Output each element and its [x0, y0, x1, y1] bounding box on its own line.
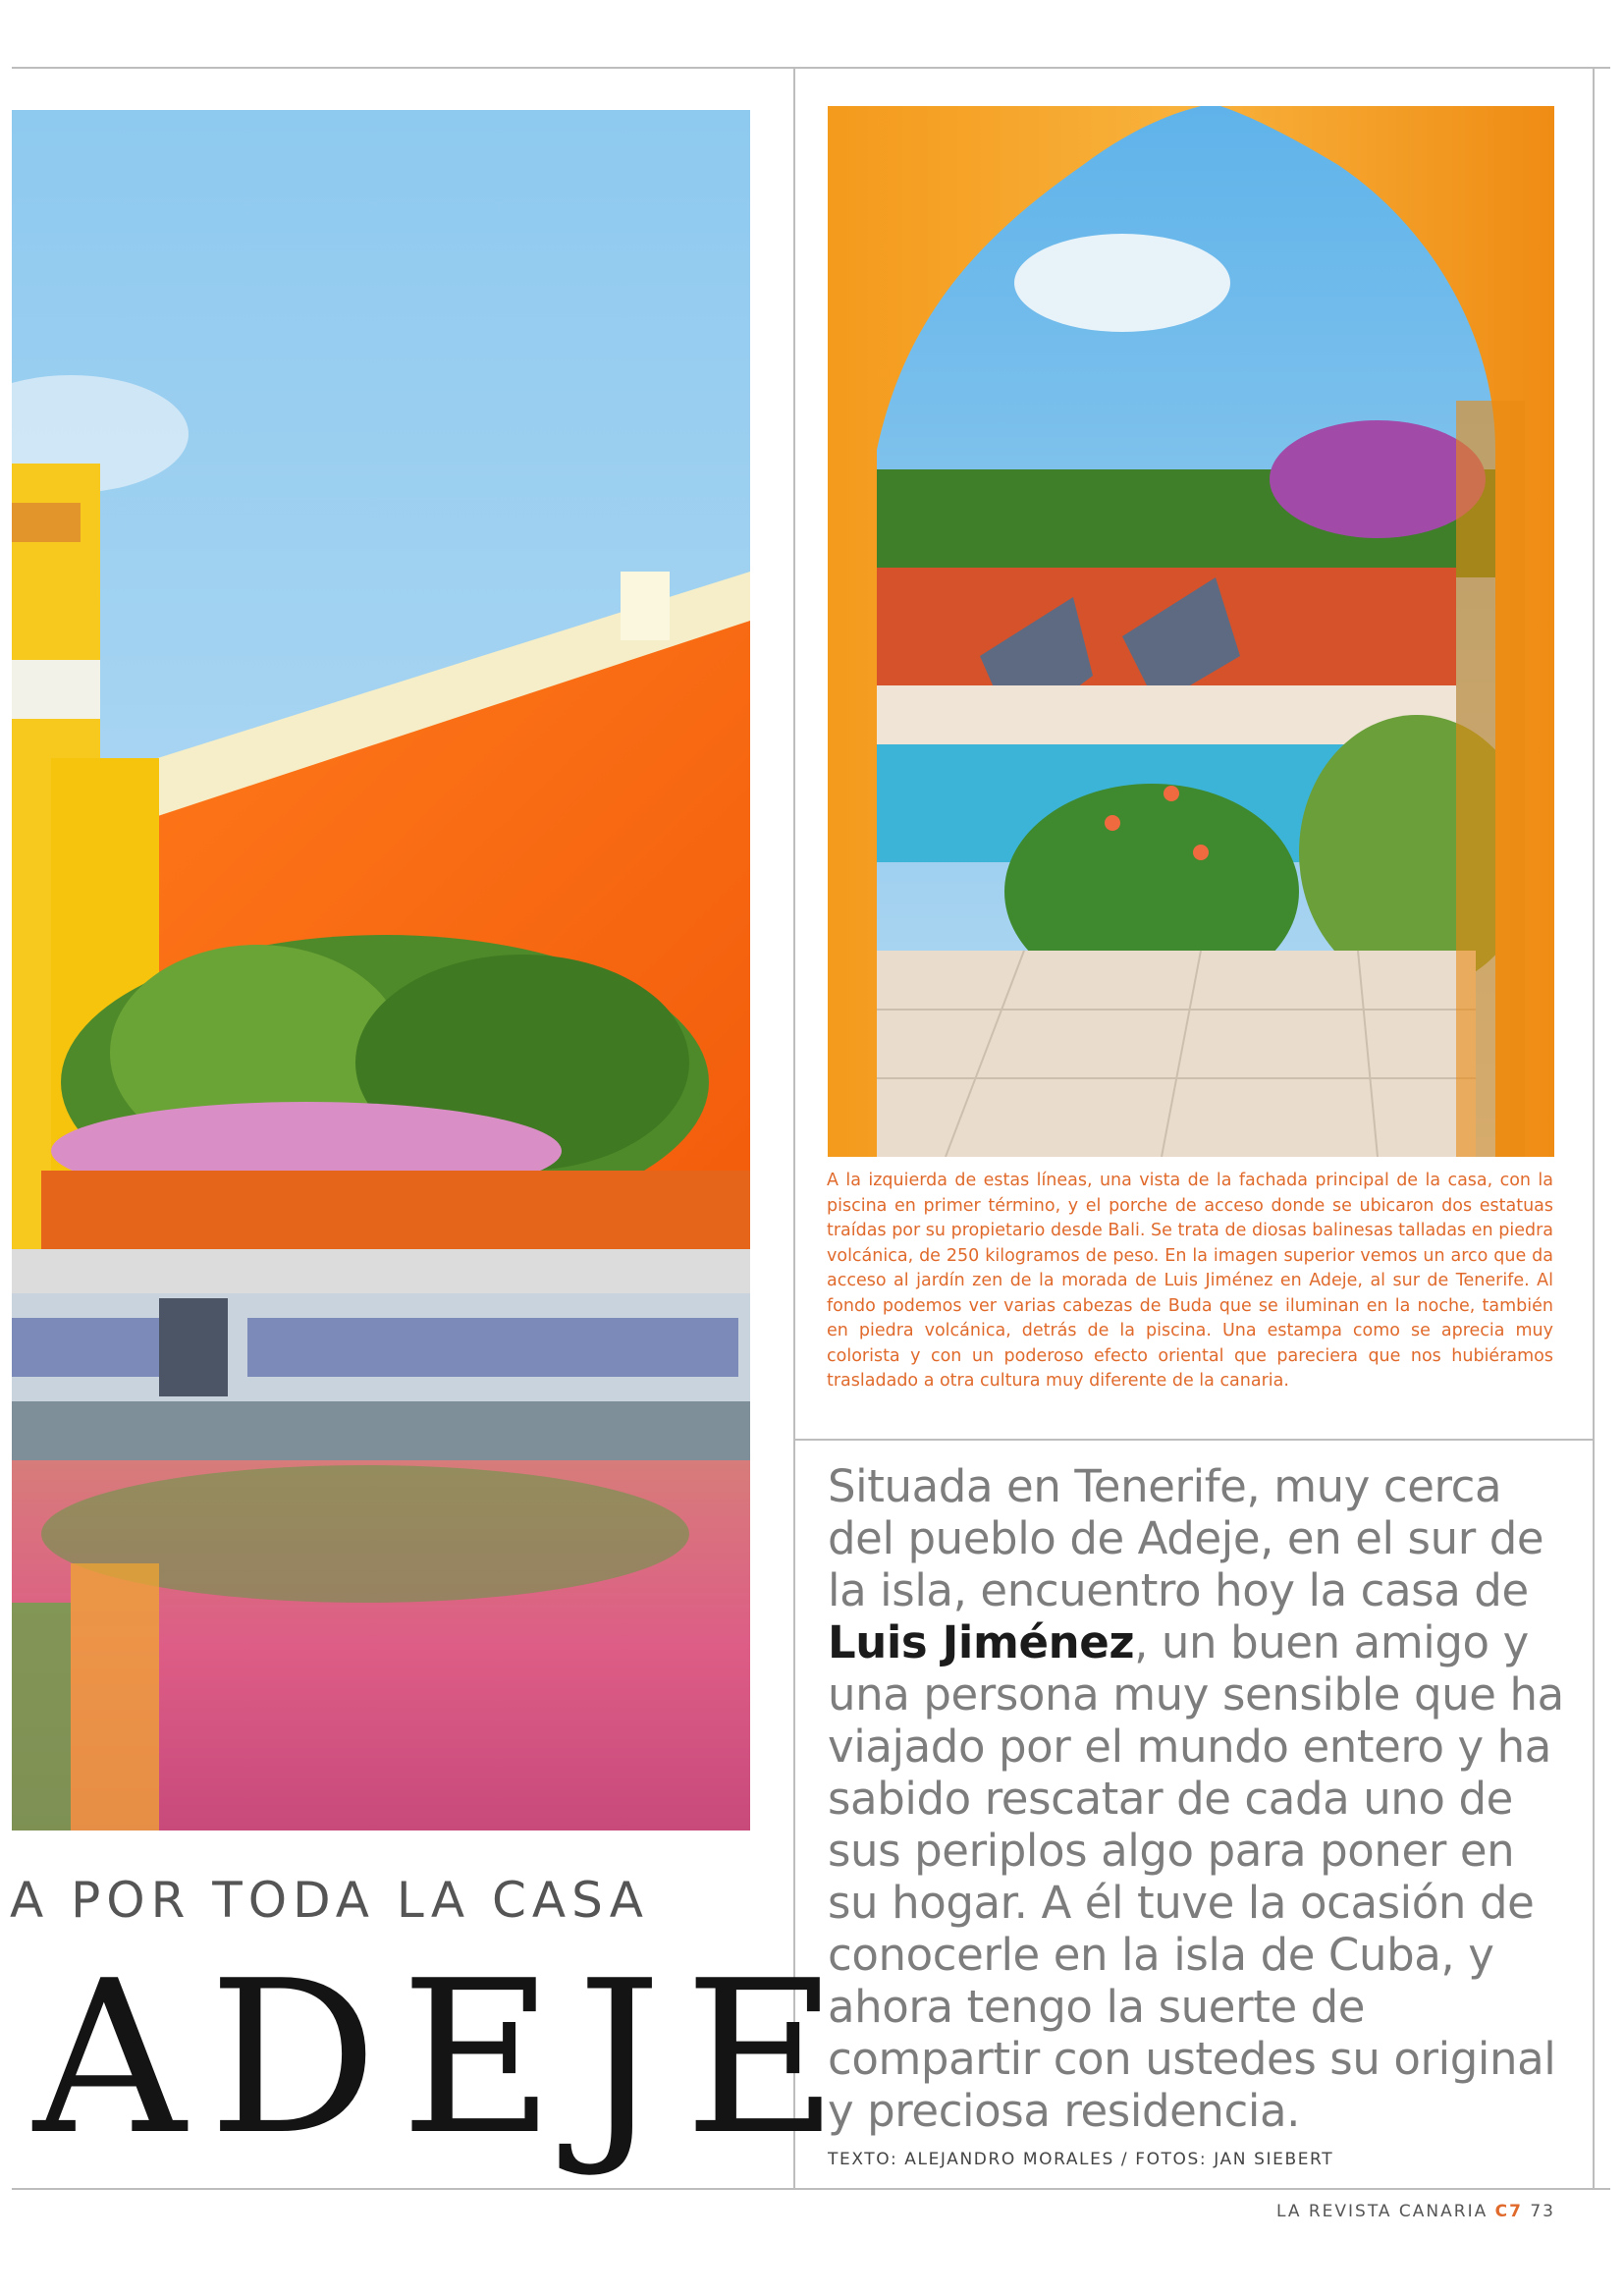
caption-divider	[795, 1439, 1593, 1441]
bottom-rule	[12, 2188, 1610, 2190]
magazine-name: LA REVISTA CANARIA	[1275, 2202, 1489, 2221]
page-number: 73	[1530, 2202, 1555, 2221]
page-footer	[1276, 2202, 1555, 2221]
owner-name: Luis Jiménez	[828, 1616, 1135, 1668]
photo-caption: A la izquierda de estas líneas, una vista de la fachada principal de la casa, con la piscina en primer término, y el porche de acceso donde se ubicaron dos estatuas traídas por su propietario desde Bali. Se trata de diosas balinesas talladas en piedra volcánica, de 250 kilogramos de peso. En la imagen superior vemos un arco que da acceso al jardín zen de la morada de Luis Jiménez en Adeje, al sur de Tenerife. Al fondo podemos ver varias cabezas de Buda que se iluminan en la noche, también en piedra volcánica, detrás de la piscina. Una estampa como se aprecia muy colorista y con un poderoso efecto oriental que pareciera que nos hubiéramos trasladado a otra cultura muy diferente de la canaria.	[827, 1171, 1553, 1391]
right-edge-rule	[1593, 67, 1595, 2188]
intro-text-end: , un buen amigo y una persona muy sensible que ha viajado por el mundo entero y ha sabido rescatar de cada uno de sus periplos algo para poner en su hogar. A él tuve la ocasión de conocerle en la isla de Cuba, y ahora tengo la suerte de compartir con ustedes su original y preciosa residencia.	[828, 1616, 1564, 2137]
top-rule	[12, 67, 1610, 69]
zen-garden-arch-photo	[828, 106, 1554, 1157]
section-kicker: A POR TODA LA CASA	[10, 1872, 649, 1929]
intro-text-start: Situada en Tenerife, muy cerca del pueblo de Adeje, en el sur de la isla, encuentro hoy la casa de	[828, 1460, 1544, 1616]
headline: ADEJE	[33, 1935, 861, 2181]
section-code: C7	[1494, 2202, 1523, 2221]
credits-line: TEXTO: ALEJANDRO MORALES / FOTOS: JAN SIEBERT	[828, 2150, 1334, 2169]
intro-paragraph	[828, 1460, 1566, 2137]
pool-facade-photo	[12, 110, 750, 1831]
column-divider	[793, 67, 795, 2188]
